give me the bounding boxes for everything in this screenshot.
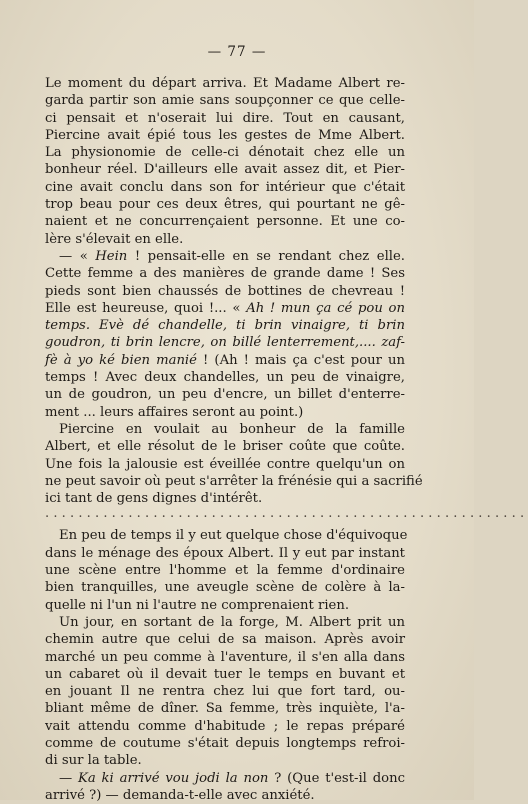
- text-line: [45, 700, 405, 717]
- text-line: [45, 179, 405, 196]
- text-segment: garda partir son amie sans soupçonner ce que celle-: [45, 93, 405, 109]
- text-line: [45, 300, 405, 317]
- italic-creole-text: goudron, ti brin lencre, on billé lenterrement,.... zaf-: [45, 335, 405, 351]
- text-segment: comme de coutume s'était depuis longtemps refroi-: [45, 735, 405, 751]
- text-segment: bien tranquilles, une aveugle scène de colère à la-: [45, 580, 405, 596]
- text-segment: arrivé ?) — demanda-t-elle avec anxiété.: [45, 787, 315, 803]
- italic-creole-text: Ka ki arrivé vou jodi la non: [78, 770, 269, 786]
- text-line: [45, 787, 405, 804]
- text-line: [45, 752, 405, 769]
- text-segment: bliant même de dîner. Sa femme, très inquiète, l'a-: [45, 701, 405, 717]
- text-segment: pieds sont bien chaussés de bottines de chevreau !: [45, 283, 405, 299]
- text-line: [45, 473, 423, 490]
- text-line: [45, 127, 405, 144]
- text-segment: bonheur réel. D'ailleurs elle avait assez dit, et Pier-: [45, 162, 405, 178]
- text-segment: chemin autre que celui de sa maison. Après avoir: [45, 632, 405, 648]
- text-line: [45, 352, 405, 369]
- text-line: [45, 386, 405, 403]
- text-segment: ! pensait-elle en se rendant chez elle.: [127, 248, 406, 264]
- text-line: [45, 75, 405, 92]
- text-segment: Cette femme a des manières de grande dame ! Ses: [45, 266, 405, 282]
- text-segment: Albert, et elle résolut de le briser coûte que coûte.: [45, 439, 405, 455]
- paragraph: [45, 614, 405, 770]
- text-line: [45, 404, 405, 421]
- text-segment: Le moment du départ arriva. Et Madame Albert re-: [45, 76, 405, 91]
- text-line: [45, 527, 408, 544]
- italic-creole-text: Hein: [95, 248, 128, 264]
- text-line: [45, 144, 405, 161]
- paragraph: [45, 421, 423, 507]
- text-segment: Piercine en voulait au bonheur de la famille: [59, 421, 405, 437]
- text-line: [45, 248, 405, 265]
- text-segment: ? (Que t'est-il donc: [268, 770, 405, 786]
- text-line: [45, 490, 405, 507]
- text-segment: ici tant de gens dignes d'intérêt.: [45, 491, 263, 507]
- text-segment: Piercine avait épié tous les gestes de Mme Albert.: [45, 127, 405, 143]
- text-segment: —: [59, 770, 79, 786]
- text-line: [45, 579, 405, 596]
- text-line: [45, 735, 405, 752]
- text-line: [45, 231, 405, 248]
- text-segment: naient et ne concurrençaient personne. Et une co-: [45, 214, 405, 230]
- text-segment: en jouant Il ne rentra chez lui que fort tard, ou-: [45, 684, 405, 700]
- text-segment: Une fois la jalousie est éveillée contre quelqu'un on: [45, 456, 405, 472]
- paragraph: [45, 527, 408, 613]
- italic-creole-text: Ah ! mun ça cé pou on: [246, 300, 405, 316]
- text-segment: ment ... leurs affaires seront au point.): [45, 404, 304, 420]
- text-line: [45, 317, 405, 334]
- text-line: [45, 334, 405, 351]
- text-segment: La physionomie de celle-ci dénotait chez elle un: [45, 145, 405, 161]
- text-segment: dans le ménage des époux Albert. Il y eut par instant: [45, 545, 405, 561]
- text-segment: cine avait conclu dans son for intérieur que c'était: [45, 179, 405, 195]
- text-segment: ! (Ah ! mais ça c'est pour un: [196, 352, 405, 368]
- text-segment: En peu de temps il y eut quelque chose d'équivoque: [59, 528, 408, 544]
- text-line: [45, 770, 405, 787]
- text-segment: un de goudron, un peu d'encre, un billet d'enterre-: [45, 387, 405, 403]
- text-segment: ci pensait et n'oserait lui dire. Tout en causant,: [45, 110, 405, 126]
- text-line: [45, 110, 405, 127]
- paragraph: [45, 770, 405, 804]
- text-line: [45, 438, 405, 455]
- section-separator-dots: ..........................................................: [45, 506, 528, 522]
- text-line: [45, 196, 405, 213]
- paragraph: [45, 75, 405, 248]
- text-line: [45, 283, 405, 300]
- text-line: [45, 92, 405, 109]
- italic-creole-text: fè à yo ké bien manié: [45, 352, 197, 368]
- text-line: [45, 597, 405, 614]
- text-line: [45, 718, 405, 735]
- text-line: [45, 666, 405, 683]
- text-line: [45, 631, 405, 648]
- text-line: [45, 421, 405, 438]
- text-segment: — «: [59, 248, 96, 264]
- text-segment: di sur la table.: [45, 753, 142, 769]
- text-line: [45, 456, 405, 473]
- text-segment: Elle est heureuse, quoi !... «: [45, 300, 247, 316]
- text-segment: ne peut savoir où peut s'arrêter la frénésie qui a sacrifié: [45, 473, 423, 489]
- text-segment: un cabaret où il devait tuer le temps en buvant et: [45, 666, 405, 682]
- text-line: [45, 614, 405, 631]
- text-line: [45, 683, 405, 700]
- text-segment: Un jour, en sortant de la forge, M. Albert prit un: [59, 614, 405, 630]
- text-line: [45, 649, 405, 666]
- text-segment: trop beau pour ces deux êtres, qui pourtant ne gê-: [45, 197, 405, 213]
- text-line: [45, 562, 405, 579]
- text-line: [45, 369, 405, 386]
- text-segment: marché un peu comme à l'aventure, il s'en alla dans: [45, 649, 405, 665]
- page-body-text: [45, 75, 528, 804]
- text-line: [45, 161, 405, 178]
- text-segment: une scène entre l'homme et la femme d'ordinaire: [45, 563, 405, 579]
- text-segment: vait attendu comme d'habitude ; le repas préparé: [45, 718, 405, 734]
- text-line: [45, 545, 405, 562]
- paragraph: [45, 248, 405, 421]
- text-segment: temps ! Avec deux chandelles, un peu de vinaigre,: [45, 370, 405, 386]
- text-segment: quelle ni l'un ni l'autre ne comprenaient rien.: [45, 597, 350, 613]
- text-segment: lère s'élevait en elle.: [45, 231, 184, 247]
- text-line: [45, 213, 405, 230]
- italic-creole-text: temps. Evè dé chandelle, ti brin vinaigre, ti brin: [45, 318, 405, 334]
- text-line: [45, 265, 405, 282]
- page-number: — 77 —: [207, 44, 267, 60]
